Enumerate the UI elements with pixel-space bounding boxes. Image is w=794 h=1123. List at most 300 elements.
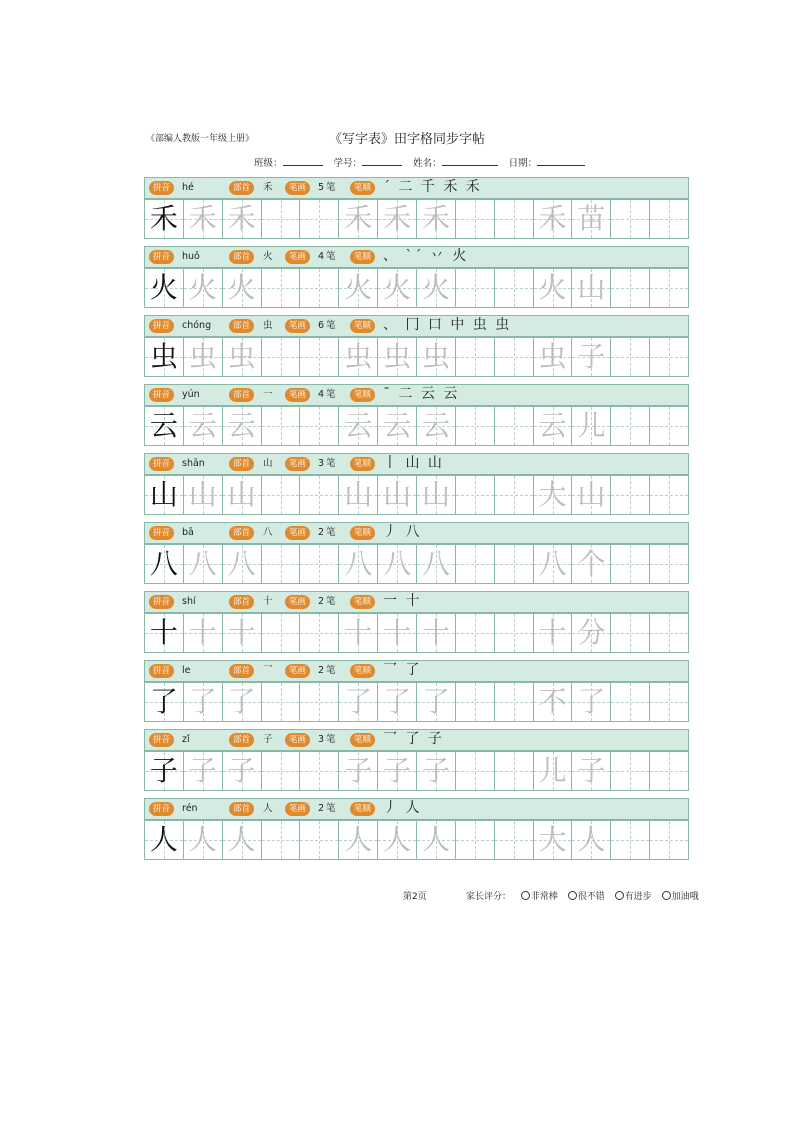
strokes-tag: 笔画: [285, 319, 310, 333]
radical-tag: 部首: [229, 733, 254, 747]
grid-cell[interactable]: [300, 752, 339, 790]
character-info-bar: [144, 453, 689, 475]
grid-cell[interactable]: [184, 752, 223, 790]
grid-cell[interactable]: [145, 545, 184, 583]
grid-cell[interactable]: [495, 614, 534, 652]
grid-cell[interactable]: [262, 821, 301, 859]
grid-cell[interactable]: [650, 545, 688, 583]
trace-character: 火: [383, 271, 412, 304]
trace-character: 禾: [344, 202, 373, 235]
grid-cell[interactable]: [611, 614, 650, 652]
class-label: 班级：: [254, 158, 283, 169]
grid-cell[interactable]: [145, 683, 184, 721]
grid-cell[interactable]: [611, 269, 650, 307]
trace-character: 了: [421, 685, 450, 718]
stroke-count: 4: [318, 251, 325, 262]
trace-character: 子: [344, 754, 373, 787]
grid-cell[interactable]: [495, 683, 534, 721]
grid-cell[interactable]: [534, 545, 573, 583]
grid-cell[interactable]: [300, 269, 339, 307]
grid-cell[interactable]: [534, 476, 573, 514]
trace-character: 了: [227, 685, 256, 718]
stroke-count: 3: [318, 458, 325, 469]
strokes-tag: 笔画: [285, 526, 310, 540]
word-character: 人: [577, 823, 606, 856]
model-character: 虫: [149, 340, 178, 373]
strokes-tag: 笔画: [285, 802, 310, 816]
grid-cell[interactable]: [300, 614, 339, 652]
grid-cell[interactable]: [650, 752, 688, 790]
grid-cell[interactable]: [534, 614, 573, 652]
stroke-order: 丿 人: [383, 800, 422, 816]
grid-cell[interactable]: [495, 476, 534, 514]
grid-cell[interactable]: [456, 476, 495, 514]
radio-circle-icon: [615, 891, 624, 900]
grid-cell[interactable]: [378, 614, 417, 652]
model-character: 禾: [149, 202, 178, 235]
grid-cell[interactable]: [262, 752, 301, 790]
word-character: 苗: [577, 202, 606, 235]
grid-cell[interactable]: [495, 338, 534, 376]
word-character: 大: [538, 478, 567, 511]
grid-cell[interactable]: [378, 476, 417, 514]
radical-text: 子: [263, 734, 273, 745]
grid-cell[interactable]: [456, 683, 495, 721]
stroke-count: 6: [318, 320, 325, 331]
tianzige-grid: [144, 475, 689, 515]
parent-rating: [466, 889, 699, 902]
pinyin-text: hé: [182, 182, 194, 193]
grid-cell[interactable]: [611, 338, 650, 376]
radical-text: 乛: [263, 665, 273, 676]
tianzige-grid: [144, 751, 689, 791]
character-info-bar: [144, 522, 689, 544]
grid-cell[interactable]: [456, 821, 495, 859]
character-info-bar: [144, 798, 689, 820]
grid-cell[interactable]: [534, 821, 573, 859]
trace-character: 山: [344, 478, 373, 511]
pinyin-tag: 拼音: [149, 595, 174, 609]
pinyin-tag: 拼音: [149, 319, 174, 333]
stroke-order: 、 冂 口 中 虫 虫: [383, 317, 512, 333]
grid-cell[interactable]: [611, 752, 650, 790]
trace-character: 虫: [227, 340, 256, 373]
practice-block: [144, 660, 689, 724]
practice-block: [144, 522, 689, 586]
rating-option-3[interactable]: 有进步: [615, 889, 652, 902]
stroke-unit: 笔: [326, 458, 336, 469]
date-field[interactable]: [537, 156, 585, 166]
trace-character: 禾: [383, 202, 412, 235]
grid-cell[interactable]: [417, 821, 456, 859]
stroke-unit: 笔: [326, 734, 336, 745]
grid-cell[interactable]: [184, 269, 223, 307]
grid-cell[interactable]: [572, 821, 611, 859]
grid-cell[interactable]: [572, 476, 611, 514]
grid-cell[interactable]: [534, 752, 573, 790]
grid-cell[interactable]: [145, 200, 184, 238]
grid-cell[interactable]: [611, 545, 650, 583]
grid-cell[interactable]: [650, 683, 688, 721]
grid-cell[interactable]: [145, 614, 184, 652]
order-tag: 笔顺: [350, 802, 375, 816]
grid-cell[interactable]: [223, 614, 262, 652]
grid-cell[interactable]: [456, 407, 495, 445]
pinyin-tag: 拼音: [149, 181, 174, 195]
trace-character: 八: [421, 547, 450, 580]
stroke-order: 乛 了 子: [383, 731, 444, 747]
grid-cell[interactable]: [339, 200, 378, 238]
grid-cell[interactable]: [378, 407, 417, 445]
grid-cell[interactable]: [223, 545, 262, 583]
pinyin-tag: 拼音: [149, 250, 174, 264]
trace-character: 十: [344, 616, 373, 649]
trace-character: 了: [344, 685, 373, 718]
word-character: 山: [577, 271, 606, 304]
stroke-count: 2: [318, 803, 325, 814]
stroke-unit: 笔: [326, 320, 336, 331]
grid-cell[interactable]: [339, 821, 378, 859]
grid-cell[interactable]: [300, 821, 339, 859]
tianzige-grid: [144, 613, 689, 653]
tianzige-grid: [144, 406, 689, 446]
model-character: 八: [149, 547, 178, 580]
radio-circle-icon: [662, 891, 671, 900]
grid-cell[interactable]: [184, 200, 223, 238]
trace-character: 火: [344, 271, 373, 304]
word-character: 火: [538, 271, 567, 304]
grid-cell[interactable]: [145, 269, 184, 307]
pinyin-text: chóng: [182, 320, 212, 331]
grid-cell[interactable]: [417, 683, 456, 721]
grid-cell[interactable]: [300, 407, 339, 445]
student-info: [254, 155, 593, 169]
grid-cell[interactable]: [184, 338, 223, 376]
grid-cell[interactable]: [223, 338, 262, 376]
radical-text: 十: [263, 596, 273, 607]
grid-cell[interactable]: [378, 683, 417, 721]
grid-cell[interactable]: [145, 821, 184, 859]
grid-cell[interactable]: [262, 614, 301, 652]
grid-cell[interactable]: [184, 407, 223, 445]
tianzige-grid: [144, 199, 689, 239]
stroke-count: 3: [318, 734, 325, 745]
practice-block: [144, 798, 689, 862]
pinyin-text: shān: [182, 458, 205, 469]
grid-cell[interactable]: [456, 338, 495, 376]
grid-cell[interactable]: [223, 476, 262, 514]
trace-character: 山: [421, 478, 450, 511]
grid-cell[interactable]: [572, 200, 611, 238]
grid-cell[interactable]: [650, 200, 688, 238]
grid-cell[interactable]: [339, 683, 378, 721]
model-character: 十: [149, 616, 178, 649]
grid-cell[interactable]: [339, 407, 378, 445]
trace-character: 十: [227, 616, 256, 649]
trace-character: 十: [421, 616, 450, 649]
pinyin-tag: 拼音: [149, 664, 174, 678]
order-tag: 笔顺: [350, 595, 375, 609]
grid-cell[interactable]: [300, 200, 339, 238]
grid-cell[interactable]: [572, 338, 611, 376]
grid-cell[interactable]: [145, 752, 184, 790]
word-character: 个: [577, 547, 606, 580]
order-tag: 笔顺: [350, 319, 375, 333]
grid-cell[interactable]: [300, 683, 339, 721]
grid-cell[interactable]: [417, 476, 456, 514]
word-character: 子: [577, 754, 606, 787]
character-info-bar: [144, 729, 689, 751]
strokes-tag: 笔画: [285, 250, 310, 264]
grid-cell[interactable]: [417, 407, 456, 445]
grid-cell[interactable]: [495, 821, 534, 859]
strokes-tag: 笔画: [285, 457, 310, 471]
student-no-field[interactable]: [362, 156, 402, 166]
grid-cell[interactable]: [495, 200, 534, 238]
grid-cell[interactable]: [611, 476, 650, 514]
character-info-bar: [144, 315, 689, 337]
grid-cell[interactable]: [223, 752, 262, 790]
radical-tag: 部首: [229, 595, 254, 609]
grid-cell[interactable]: [378, 821, 417, 859]
grid-cell[interactable]: [300, 338, 339, 376]
grid-cell[interactable]: [456, 200, 495, 238]
grid-cell[interactable]: [495, 545, 534, 583]
grid-cell[interactable]: [417, 200, 456, 238]
trace-character: 火: [421, 271, 450, 304]
stroke-count: 2: [318, 527, 325, 538]
model-character: 火: [149, 271, 178, 304]
grid-cell[interactable]: [262, 338, 301, 376]
practice-block: [144, 384, 689, 448]
stroke-unit: 笔: [326, 389, 336, 400]
trace-character: 虫: [188, 340, 217, 373]
grid-cell[interactable]: [534, 338, 573, 376]
name-label: 姓名：: [413, 158, 442, 169]
grid-cell[interactable]: [378, 752, 417, 790]
grid-cell[interactable]: [300, 476, 339, 514]
stroke-order: 丿 八: [383, 524, 422, 540]
grid-cell[interactable]: [262, 683, 301, 721]
grid-cell[interactable]: [417, 614, 456, 652]
grid-cell[interactable]: [650, 476, 688, 514]
grid-cell[interactable]: [145, 338, 184, 376]
stroke-count: 2: [318, 596, 325, 607]
word-character: 山: [577, 478, 606, 511]
grid-cell[interactable]: [611, 821, 650, 859]
grid-cell[interactable]: [650, 269, 688, 307]
grid-cell[interactable]: [339, 269, 378, 307]
stroke-unit: 笔: [326, 665, 336, 676]
grid-cell[interactable]: [378, 338, 417, 376]
grid-cell[interactable]: [300, 545, 339, 583]
grid-cell[interactable]: [184, 821, 223, 859]
grid-cell[interactable]: [339, 476, 378, 514]
grid-cell[interactable]: [572, 269, 611, 307]
grid-cell[interactable]: [339, 614, 378, 652]
model-character: 人: [149, 823, 178, 856]
radical-tag: 部首: [229, 526, 254, 540]
grid-cell[interactable]: [534, 407, 573, 445]
grid-cell[interactable]: [534, 683, 573, 721]
grid-cell[interactable]: [262, 476, 301, 514]
grid-cell[interactable]: [650, 614, 688, 652]
pinyin-text: shí: [182, 596, 196, 607]
strokes-tag: 笔画: [285, 388, 310, 402]
grid-cell[interactable]: [339, 752, 378, 790]
grid-cell[interactable]: [184, 545, 223, 583]
radical-text: 虫: [263, 320, 273, 331]
stroke-order: 丨 山 山: [383, 455, 444, 471]
pinyin-text: zǐ: [182, 734, 190, 745]
practice-block: [144, 453, 689, 517]
grid-cell[interactable]: [611, 200, 650, 238]
model-character: 云: [149, 409, 178, 442]
stroke-order: ˉ 二 云 云: [383, 386, 460, 402]
grid-cell[interactable]: [339, 338, 378, 376]
stroke-count: 2: [318, 665, 325, 676]
trace-character: 子: [188, 754, 217, 787]
trace-character: 禾: [421, 202, 450, 235]
model-character: 山: [149, 478, 178, 511]
grid-cell[interactable]: [417, 269, 456, 307]
rating-label: 家长评分：: [466, 892, 512, 902]
grid-cell[interactable]: [262, 545, 301, 583]
pinyin-text: yún: [182, 389, 200, 400]
grid-cell[interactable]: [456, 545, 495, 583]
grid-cell[interactable]: [572, 752, 611, 790]
pinyin-text: rén: [182, 803, 198, 814]
grid-cell[interactable]: [650, 338, 688, 376]
trace-character: 人: [188, 823, 217, 856]
model-character: 了: [149, 685, 178, 718]
grid-cell[interactable]: [262, 269, 301, 307]
trace-character: 了: [188, 685, 217, 718]
strokes-tag: 笔画: [285, 733, 310, 747]
trace-character: 八: [227, 547, 256, 580]
grid-cell[interactable]: [145, 407, 184, 445]
trace-character: 火: [188, 271, 217, 304]
word-character: 儿: [538, 754, 567, 787]
pinyin-tag: 拼音: [149, 802, 174, 816]
trace-character: 八: [344, 547, 373, 580]
tianzige-grid: [144, 337, 689, 377]
grid-cell[interactable]: [456, 752, 495, 790]
grid-cell[interactable]: [223, 821, 262, 859]
grid-cell[interactable]: [339, 545, 378, 583]
grid-cell[interactable]: [184, 683, 223, 721]
grid-cell[interactable]: [572, 407, 611, 445]
grid-cell[interactable]: [611, 683, 650, 721]
grid-cell[interactable]: [184, 614, 223, 652]
radical-text: 八: [263, 527, 273, 538]
grid-cell[interactable]: [223, 200, 262, 238]
radio-circle-icon: [568, 891, 577, 900]
grid-cell[interactable]: [223, 269, 262, 307]
grid-cell[interactable]: [378, 200, 417, 238]
radical-text: 火: [263, 251, 273, 262]
grid-cell[interactable]: [378, 269, 417, 307]
grid-cell[interactable]: [572, 614, 611, 652]
grid-cell[interactable]: [534, 269, 573, 307]
grid-cell[interactable]: [378, 545, 417, 583]
pinyin-tag: 拼音: [149, 733, 174, 747]
grid-cell[interactable]: [650, 821, 688, 859]
trace-character: 虫: [421, 340, 450, 373]
character-info-bar: [144, 660, 689, 682]
word-character: 分: [577, 616, 606, 649]
word-character: 了: [577, 685, 606, 718]
name-field[interactable]: [442, 156, 498, 166]
trace-character: 人: [421, 823, 450, 856]
tianzige-grid: [144, 268, 689, 308]
stroke-unit: 笔: [326, 527, 336, 538]
trace-character: 山: [188, 478, 217, 511]
word-character: 禾: [538, 202, 567, 235]
grid-cell[interactable]: [495, 269, 534, 307]
stroke-order: 一 十: [383, 593, 422, 609]
stroke-unit: 笔: [326, 596, 336, 607]
grid-cell[interactable]: [417, 338, 456, 376]
trace-character: 山: [227, 478, 256, 511]
grid-cell[interactable]: [611, 407, 650, 445]
rating-option-1[interactable]: 非常棒: [521, 889, 558, 902]
grid-cell[interactable]: [495, 407, 534, 445]
grid-cell[interactable]: [456, 614, 495, 652]
stroke-unit: 笔: [326, 251, 336, 262]
pinyin-tag: 拼音: [149, 526, 174, 540]
class-field[interactable]: [283, 156, 323, 166]
grid-cell[interactable]: [262, 407, 301, 445]
grid-cell[interactable]: [650, 407, 688, 445]
rating-option-4[interactable]: 加油哦: [662, 889, 699, 902]
trace-character: 云: [227, 409, 256, 442]
order-tag: 笔顺: [350, 181, 375, 195]
trace-character: 虫: [344, 340, 373, 373]
radical-tag: 部首: [229, 802, 254, 816]
rating-option-2[interactable]: 很不错: [568, 889, 605, 902]
order-tag: 笔顺: [350, 664, 375, 678]
trace-character: 云: [421, 409, 450, 442]
trace-character: 人: [383, 823, 412, 856]
trace-character: 人: [344, 823, 373, 856]
trace-character: 子: [421, 754, 450, 787]
grid-cell[interactable]: [223, 407, 262, 445]
radical-tag: 部首: [229, 319, 254, 333]
grid-cell[interactable]: [572, 683, 611, 721]
grid-cell[interactable]: [495, 752, 534, 790]
strokes-tag: 笔画: [285, 181, 310, 195]
grid-cell[interactable]: [184, 476, 223, 514]
trace-character: 子: [383, 754, 412, 787]
radio-circle-icon: [521, 891, 530, 900]
page-number: 第2页: [403, 892, 427, 902]
grid-cell[interactable]: [145, 476, 184, 514]
grid-cell[interactable]: [417, 545, 456, 583]
grid-cell[interactable]: [262, 200, 301, 238]
student-no-label: 学号：: [333, 158, 363, 169]
grid-cell[interactable]: [223, 683, 262, 721]
grid-cell[interactable]: [417, 752, 456, 790]
trace-character: 子: [227, 754, 256, 787]
grid-cell[interactable]: [456, 269, 495, 307]
grid-cell[interactable]: [534, 200, 573, 238]
grid-cell[interactable]: [572, 545, 611, 583]
radical-text: 山: [263, 458, 273, 469]
word-character: 儿: [577, 409, 606, 442]
order-tag: 笔顺: [350, 250, 375, 264]
model-character: 子: [149, 754, 178, 787]
